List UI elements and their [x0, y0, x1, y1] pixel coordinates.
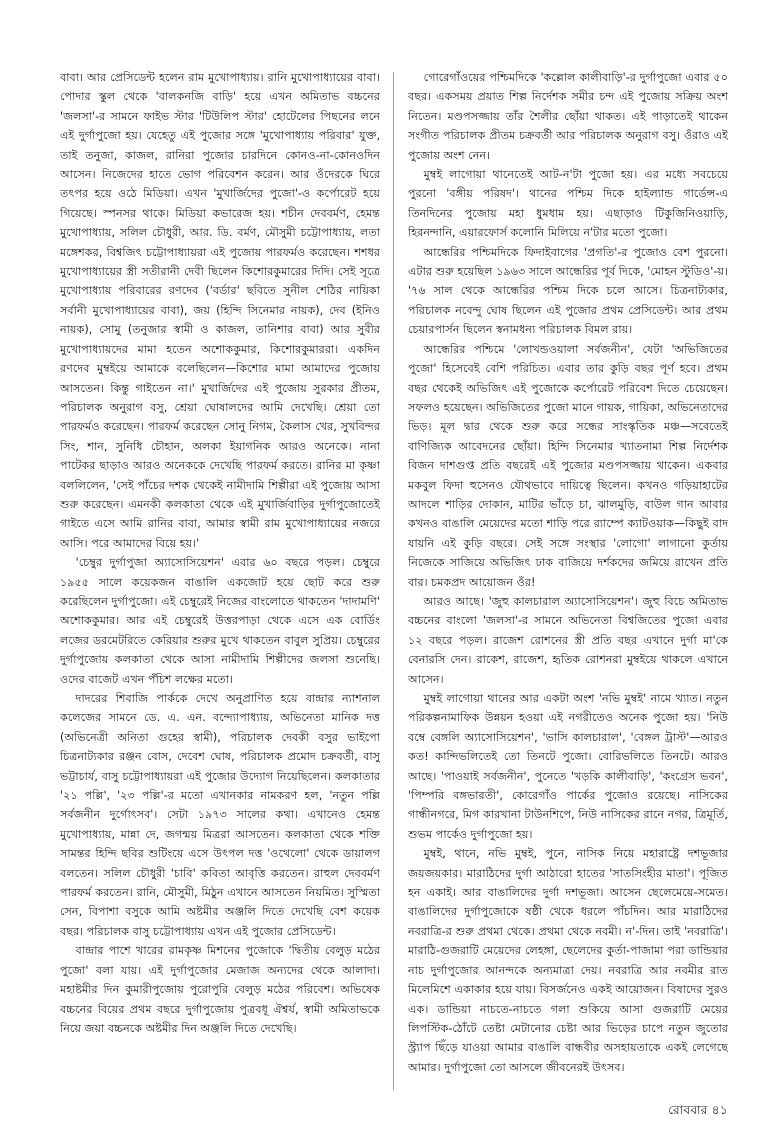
magazine-page: [60, 68, 728, 1098]
paragraph: 'চেম্বুর দুর্গাপুজা অ্যাসোসিয়েশন' এবার ৬০ বছরে পড়ল। চেম্বুরে ১৯৫৫ সালে কয়েকজন বাঙালি একজোট হয়ে ছোট করে শুরু করেছিলেন দুর্গাপুজো। এই চেম্বুরেই নিজের বাংলোতে থাকতেন 'দাদামণি' অশোককুমার। আর এই চেম্বুরেই উত্তরপাড়া থেকে এসে এক বোর্ডিং লজের ডরমেটরিতে কেরিয়ার শুরুর মুখে থাকতেন বাবুল সুপ্রিয়। চেম্বুরের দুর্গাপুজোয় কলকাতা থেকে আসা নামীদামি শিল্পীদের জলসা শুনেছি। ওদের বাজেট এখন পঁচিশ লক্ষের মতো।: [60, 556, 380, 686]
paragraph: দাদরের শিবাজি পার্ককে দেখে অনুপ্রাণিত হয়ে বান্দ্রার ন্যাশনাল কলেজের সামনে ডে. এ. এন. বন্দ্যোপাধ্যায়, অভিনেতা মানিক দত্ত (অভিনেত্রী অনিতা গুহের স্বামী), পরিচালক দেবকী বসুর ভাইপো চিত্রনাট্যকার রঞ্জন বোস, দেবেশ ঘোষ, পরিচালক প্রমোদ চক্রবর্তী, বাসু ভট্টাচার্য, বাসু চট্টোপাধ্যায়রা এই পুজোর উদ্যোগ নিয়েছিলেন। কলকাতার '২১ পল্লি', '২৩ পল্লি'-র মতো এখানকার নামকরণ হল, 'নতুন পল্লি সর্বজনীন দুর্গোৎসব'। সেটা ১৯৭৩ সালের কথা। এখানেও হেমন্ত মুখোপাধ্যায়, মান্না দে, জগন্ময় মিত্ররা আসতেন। কলকাতা থেকে শক্তি সামন্তর হিন্দি ছবির শুটিংয়ে এসে উৎপল দত্ত 'ওথেলো' থেকে ডায়ালগ বলতেন। সলিল চৌধুরী 'চাবি' কবিতা আবৃত্তি করতেন। রাহুল দেববর্মণ পারফর্ম করতেন। রানি, মৌসুমী, মিঠুন এখানে আসতেন নিয়মিত। সুস্মিতা সেন, বিপাশা বসুকে আমি অষ্টমীর অঞ্জলি দিতে দেখেছি বেশ কয়েক বছর। পরিচালক বাসু চট্টোপাধ্যায় এখন এই পুজোর প্রেসিডেন্ট।: [60, 692, 380, 938]
column-divider: [393, 72, 394, 1090]
paragraph: আন্ধেরির পশ্চিমে 'লোখন্ডওয়ালা সর্বজনীন', যেটা 'অভিজিতের পুজো' হিসেবেই বেশি পরিচিত। এবার তার কুড়ি বছর পূর্ণ হবে। প্রথম বছর থেকেই অভিজিৎ এই পুজোকে কর্পোরেট পরিবেশ দিতে চেয়েছেন। সফলও হয়েছেন। অভিজিতের পুজো মানে গায়ক, গায়িকা, অভিনেতাদের ভিড়। মূল দ্বার থেকে শুরু করে সন্ধের সাংস্কৃতিক মঞ্চ—সবেতেই বাণিজ্যিক আবেদনের ছোঁয়া। হিন্দি সিনেমার খ্যাতনামা শিল্প নির্দেশক বিজন দাশগুপ্ত প্রতি বছরেই এই পুজোর মণ্ডপসজ্জায় থাকেন। একবার মকবুল ফিদা হুসেনও যৌথভাবে দায়িত্বে ছিলেন। কখনও গড়িয়াহাটের আদলে শাড়ির দোকান, মাটির ভাঁড়ে চা, ঝালমুড়ি, বাউল গান আবার কখনও বাঙালি মেয়েদের মতো শাড়ি পরে র‍্যাম্পে ক্যাটওয়াক—কিছুই বাদ যায়নি এই কুড়ি বছরে। সেই সঙ্গে সংস্থার 'লোগো' লাগানো কুর্তায় নিজেকে সাজিয়ে অভিজিৎ ঢাক বাজিয়ে দর্শকদের জমিয়ে রাখেন প্রতি বার। চমকপ্রদ আয়োজন ওঁর!: [408, 342, 728, 589]
left-column: [60, 68, 380, 1098]
paragraph: মুম্বই, থানে, নভি মুম্বই, পুনে, নাসিক নিয়ে মহারাষ্ট্রে দশভূজার জয়জয়কার। মারাঠিদের দুর্গা আঠারো হাতের 'সাতসিংহীর মাতা'। পূজিত হন একাই। আর বাঙালিদের দুর্গা দশভূজা। আসেন ছেলেমেয়ে-সমেত। বাঙালিদের দুর্গাপুজোকে ষষ্ঠী থেকে ধরলে পাঁচদিন। আর মারাঠিদের নবরাত্রি-র শুরু প্রথমা থেকে। প্রথমা থেকে নবমী। ন'-দিন। তাই 'নবরাত্রি'। মারাঠি-গুজরাটি মেয়েদের লেহঙ্গা, ছেলেদের কুর্তা-পাজামা পরা ডান্ডিয়ার নাচ দুর্গাপুজোর আনন্দকে অন্যমাত্রা দেয়। নবরাত্রি আর নবমীর রাত মিলেমিশে একাকার হয়ে যায়। বিসর্জনেও একই আয়োজন। বিষাদের সুরও এক। ডান্ডিয়া নাচতে-নাচতে গলা শুকিয়ে আসা গুজরাটি মেয়ের লিপস্টিক-ঠোঁটে তেষ্টা মেটানোর চেষ্টা আর ভিড়ের চাপে নতুন জুতোর স্ট্র্যাপ ছিঁড়ে যাওয়া আমার বাঙালি বান্ধবীর অসহায়তাকে একই লেগেছে আমার। দুর্গাপুজো তো আসলে জীবনেরই উৎসব।: [408, 847, 728, 1074]
paragraph: বাবা। আর প্রেসিডেন্ট হলেন রাম মুখোপাধ্যায়। রানি মুখোপাধ্যায়ের বাবা। পোদার স্কুল থেকে 'বালকনজি বাড়ি' হয়ে এখন অমিতাভ বচ্চনের 'জলসা'-র সামনে ফাইভ স্টার 'টিউলিপ স্টার' হোটেলের পিছনের লনে এই দুর্গাপুজো হয়। যেহেতু এই পুজোর সঙ্গে 'মুখোপাধ্যায় পরিবার' যুক্ত, তাই তনুজা, কাজল, রানিরা পুজোর চারদিনে কোনও-না-কোনওদিন আসেন। নিজেদের হাতে ভোগ পরিবেশন করেন। আর ওঁদেরকে ঘিরে তৎপর হয়ে ওঠে মিডিয়া। এখন 'মুখার্জিদের পুজো'-ও কর্পোরেট হয়ে গিয়েছে। স্পনসর থাকে। মিডিয়া কভারেজ হয়। শচীন দেববর্মণ, হেমন্ত মুখোপাধ্যায়, সলিল চৌধুরী, আর. ডি. বর্মণ, মৌসুমী চট্টোপাধ্যায়, লতা মঙ্গেশকর, বিশ্বজিৎ চট্টোপাধ্যায়রা এই পুজোয় পারফর্মও করেছেন। শশধর মুখোপাধ্যায়ের স্ত্রী সতীরানী দেবী ছিলেন কিশোরকুমারের দিদি। সেই সূত্রে মুখোপাধ্যায় পরিবারের রণদেব ('বর্ডার' ছবিতে সুনীল শেঠির নায়িকা সর্বানী মুখোপাধ্যায়ের বাবা), জয় (হিন্দি সিনেমার নায়ক), দেব (ইনিও নায়ক), সোমু (তনুজার স্বামী ও কাজল, তানিশার বাবা) আর সুবীর মুখোপাধ্যায়দের মামা হতেন অশোককুমার, কিশোরকুমাররা। একদিন রণদেব মুম্বইয়ে আমাকে বলেছিলেন—কিশোর মামা আমাদের পুজোয় আসতেন। কিন্তু গাইতেন না।' মুখার্জিদের এই পুজোয় সুরকার প্রীতম, পরিচালক অনুরাগ বসু, শ্রেয়া ঘোষালদের আমি দেখেছি। শ্রেয়া তো পারফর্মও করেছেন। পারফর্ম করেছেন সোনু নিগম, কৈলাস খের, সুখবিন্দর সিং, শান, সুনিধি চৌহান, অলকা ইয়াগনিক আরও অনেকে। নানা পাটেকর ছাড়াও আরও অনেককে দেখেছি পারফর্ম করতে। রানির মা কৃষ্ণা বললিলেন, 'সেই পাঁচের দশক থেকেই নামীদামি শিল্পীরা এই পুজোয় আসা শুরু করেছেন। এমনকী কলকাতা থেকে এই মুখার্জিবাড়ির দুর্গাপুজোতেই গাইতে এসে আমি রানির বাবা, আমার স্বামী রাম মুখোপাধ্যায়ের নজরে আসি। পরে আমাদের বিয়ে হয়।': [60, 71, 380, 550]
paragraph: বান্দ্রার পাশে খারের রামকৃষ্ণ মিশনের পুজোকে 'দ্বিতীয় বেলুড় মঠের পুজো' বলা যায়। এই দুর্গাপুজোর মেজাজ অন্যদের থেকে আলাদা। মহাষ্টমীর দিন কুমারীপুজোয় পুরোপুরি বেলুড় মঠের পরিবেশ। অভিষেক বচ্চনের বিয়ের প্রথম বছরে দুর্গাপুজোয় পুত্রবধূ ঐশ্বর্য, স্বামী অমিতাভকে নিয়ে জয়া বচ্চনকে অষ্টমীর দিন অঞ্জলি দিতে দেখেছি।: [60, 944, 380, 1035]
paragraph: আন্ধেরির পশ্চিমদিকে ফিদাইবাগের 'প্রগতি'-র পুজোও বেশ পুরনো। এটার শুরু হয়েছিল ১৯৬৩ সালে আন্ধেরির পূর্ব দিকে, 'মোহন স্টুডিও'-য়। '৭৬ সাল থেকে আন্ধেরির পশ্চিম দিকে চলে আসে। চিত্রনাট্যকার, পরিচালক নবেন্দু ঘোষ ছিলেন এই পুজোর প্রথম প্রেসিডেন্ট। আর প্রথম চেয়ারপার্সন ছিলেন স্বনামধন্য পরিচালক বিমল রায়।: [408, 245, 728, 337]
paragraph: আরও আছে। 'জুহু কালচারাল অ্যাসোসিয়েশন'। জুহু বিচে অমিতাভ বচ্চনের বাংলো 'জলসা'-র সামনে অভিনেতা বিশ্বজিতের পুজো এবার ১২ বছরে পড়ল। রাজেশ রোশনের স্ত্রী প্রতি বছর এখানে দুর্গা মা'কে বেনারসি দেন। রাকেশ, রাজেশ, হৃতিক রোশনরা মুম্বইয়ে থাকলে এখানে আসেন।: [408, 594, 728, 686]
right-column: [408, 68, 728, 1098]
paragraph: গোরেগাঁওয়ের পশ্চিমদিকে 'কল্লোল কালীবাড়ি'-র দুর্গাপুজো এবার ৫০ বছর। একসময় প্রয়াত শিল্প নির্দেশক সমীর চন্দ এই পুজোয় সক্রিয় অংশ নিতেন। মণ্ডপসজ্জায় তাঁর শৈলীর ছোঁয়া থাকত। এই পাড়াতেই থাকেন সংগীত পরিচালক প্রীতম চক্রবর্তী আর পরিচালক অনুরাগ বসু। ওঁরাও এই পুজোয় অংশ নেন।: [408, 71, 728, 162]
paragraph: মুম্বই লাগোয়া থানের আর একটা অংশ 'নভি মুম্বই' নামে খ্যাত। নতুন পরিকল্পনামাফিক উন্নয়ন হওয়া এই নগরীতেও অনেক পুজো হয়। 'নিউ বম্বে বেঙ্গলি অ্যাসোসিয়েশন', 'ভাসি কালচারাল', 'বেঙ্গল ট্রাস্ট'—আরও কত! কান্দিভলিতেই তো তিনটে পুজো। বোরিভলিতে তিনটে। আরও আছে। 'পাওয়াই সর্বজনীন', পুনেতে 'খড়কি কালীবাড়ি', 'কংগ্রেস ভবন', 'পিম্পরি বঙ্গভারতী', কোরেগাঁও পার্কের পুজোও রয়েছে। নাসিকের গান্ধীনগরে, মিগ কারখানা টাউনশিপে, নিউ নাসিকের রানে নগর, ত্রিমূর্তি, শুভম পার্কেও দুর্গাপুজো হয়।: [408, 692, 728, 841]
page-folio: রোববার ৪১: [668, 1103, 728, 1117]
paragraph: মুম্বই লাগোয়া থানেতেই আট-ন'টা পুজো হয়। এর মধ্যে সবচেয়ে পুরনো 'বঙ্গীয় পরিষদ'। থানের পশ্চিম দিকে হাইল্যান্ড গার্ডেন্স-এ তিনদিনের পুজোয় মহা ধুমধাম হয়। এছাড়াও টিকুজিনিওয়াড়ি, হিরনন্দানি, এয়ারফোর্স কলোনি মিলিয়ে ন'টার মতো পুজো।: [408, 168, 728, 240]
